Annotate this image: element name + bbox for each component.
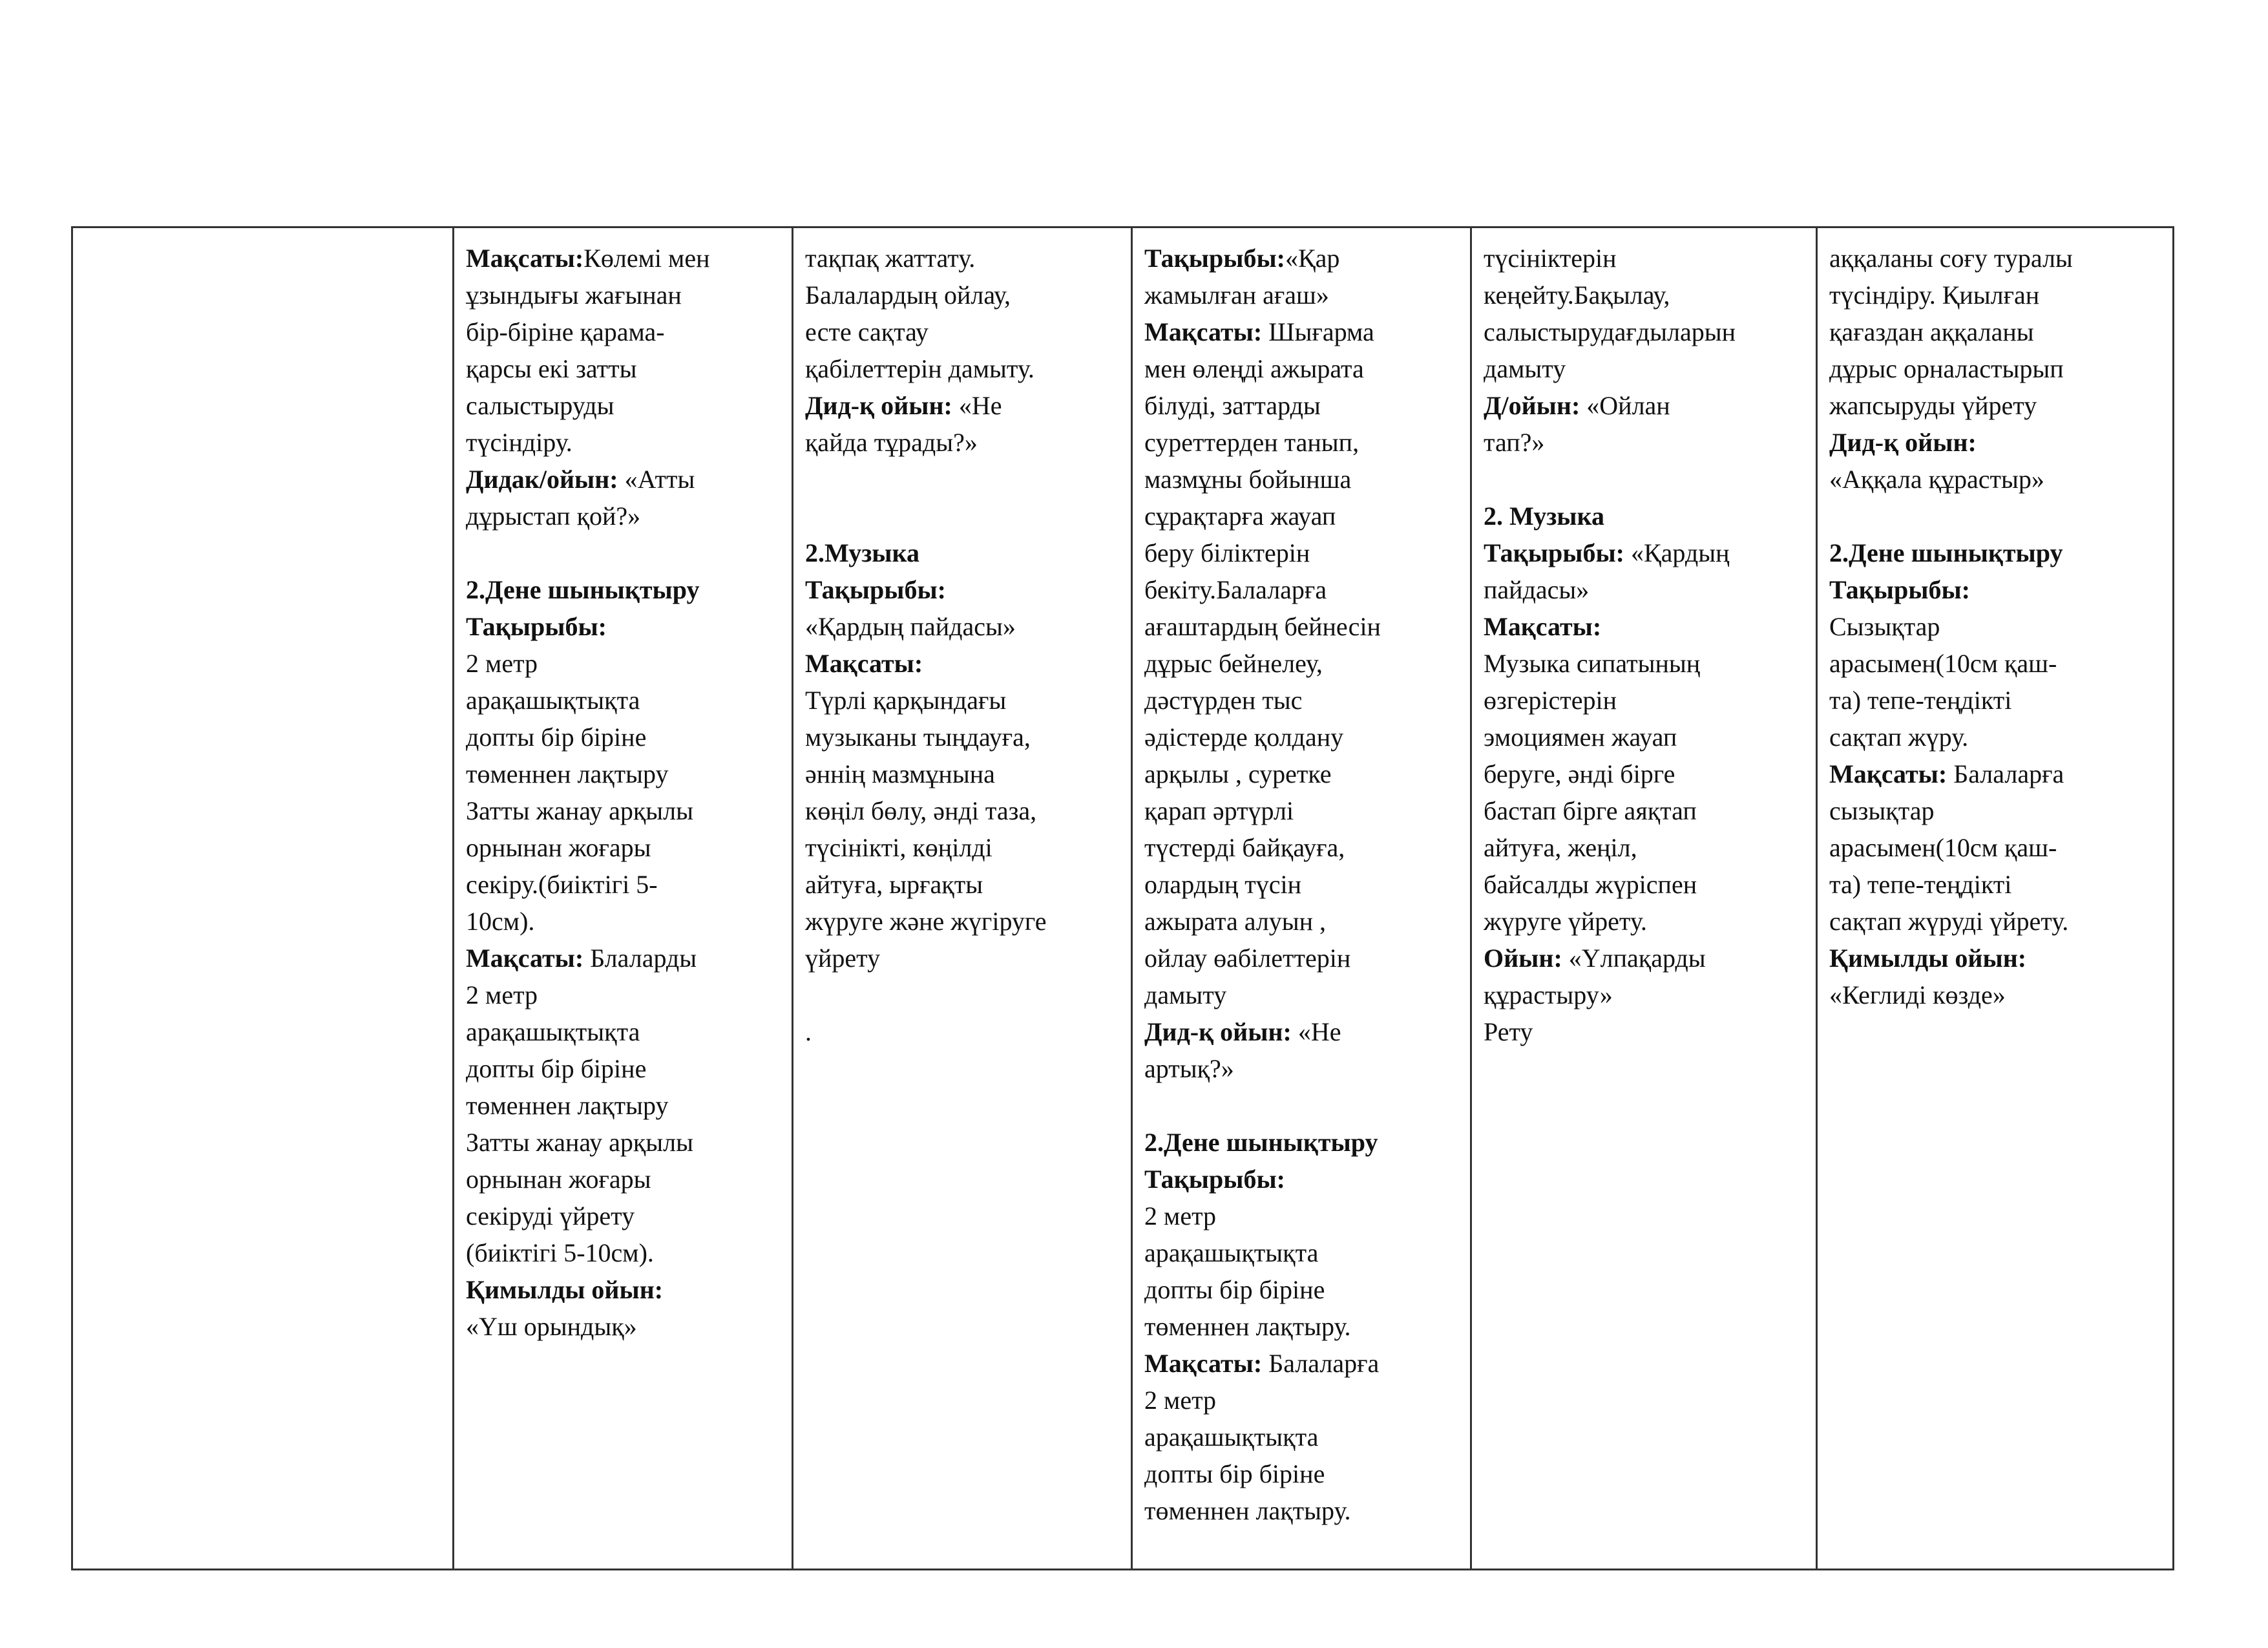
cell-line (1144, 1419, 1461, 1455)
bold-label: Тақырыбы: (466, 612, 607, 641)
cell-line (466, 1308, 782, 1345)
cell-line (1144, 1271, 1461, 1308)
line-text: түстерді байқауға, (1144, 833, 1345, 862)
line-text: қайда тұрады?» (805, 428, 978, 457)
line-text: «Үш орындық» (466, 1312, 637, 1341)
cell-line (1829, 755, 2167, 792)
cell-line (1144, 1013, 1461, 1050)
cell-line (1829, 977, 2167, 1013)
line-text: әдістерде қолдану (1144, 723, 1344, 752)
cell-line (805, 977, 1122, 1013)
cell-line (1484, 534, 1807, 571)
cell-line (1144, 534, 1461, 571)
cell-line (1829, 829, 2167, 866)
line-text: орнынан жоғары (466, 833, 651, 862)
line-text: «Аққала құрастыр» (1829, 465, 2044, 494)
line-text: дәстүрден тыс (1144, 686, 1303, 715)
line-text: білуді, заттарды (1144, 391, 1321, 420)
line-text: төменнен лақтыру. (1144, 1312, 1351, 1341)
bold-label: Дид-қ ойын: (1829, 428, 1977, 457)
line-text: дамыту (1484, 354, 1566, 383)
line-text: байсалды жүріспен (1484, 870, 1697, 899)
cell-line (1144, 313, 1461, 350)
cell-line (805, 313, 1122, 350)
cell-line (1484, 903, 1807, 940)
bold-label: Тақырыбы: (1144, 244, 1285, 273)
bold-label: 2.Дене шынықтыру (1829, 538, 2063, 567)
line-text: түсіндіру. (466, 428, 572, 457)
bold-label: 2.Дене шынықтыру (466, 575, 700, 604)
line-text: «Үлпақарды (1562, 944, 1706, 973)
line-text: 10см). (466, 907, 535, 936)
cell-line (1484, 866, 1807, 903)
line-text: көңіл бөлу, әнді таза, (805, 796, 1037, 825)
cell-line (1829, 940, 2167, 977)
line-text: ұзындығы жағынан (466, 280, 682, 310)
cell-line (1829, 240, 2167, 277)
cell-line (1144, 792, 1461, 829)
cell-line (1484, 719, 1807, 755)
line-text: ойлау өабілеттерін (1144, 944, 1351, 973)
cell-line (466, 534, 782, 571)
cell-line (1144, 571, 1461, 608)
line-text: төменнен лақтыру. (1144, 1496, 1351, 1525)
bold-label: Дидак/ойын: (466, 465, 618, 494)
line-text: «Кеглиді көзде» (1829, 980, 2006, 1009)
line-text: жапсыруды үйрету (1829, 391, 2037, 420)
cell-line (1144, 1087, 1461, 1124)
cell-line (466, 829, 782, 866)
cell-line (805, 866, 1122, 903)
table-cell-col-5 (1472, 228, 1818, 1569)
cell-line (1144, 719, 1461, 755)
line-text: бекіту.Балаларға (1144, 575, 1327, 604)
cell-line (1144, 1382, 1461, 1419)
cell-line (805, 240, 1122, 277)
cell-line (1144, 498, 1461, 534)
bold-label: Мақсаты: (1144, 317, 1263, 346)
cell-line (1829, 682, 2167, 719)
bold-label: Тақырыбы: (1829, 575, 1970, 604)
cell-line (466, 424, 782, 461)
cell-line (1484, 940, 1807, 977)
bold-label: Мақсаты: (805, 649, 923, 678)
schedule-table (71, 226, 2174, 1570)
cell-line (466, 940, 782, 977)
cell-line (805, 1013, 1122, 1050)
cell-line (805, 792, 1122, 829)
cell-line (1484, 387, 1807, 424)
cell-line (1484, 424, 1807, 461)
line-text: допты бір біріне (1144, 1459, 1325, 1488)
line-text: дамыту (1144, 980, 1227, 1009)
cell-line (1829, 903, 2167, 940)
bold-label: Мақсаты: (466, 244, 584, 273)
line-text: қарап әртүрлі (1144, 796, 1294, 825)
line-text: салыстыруды (466, 391, 614, 420)
line-text: «Атты (618, 465, 695, 494)
bold-label: 2.Музыка (805, 538, 919, 567)
bold-label: Мақсаты: (1829, 759, 1948, 788)
cell-line (805, 498, 1122, 534)
line-text: қарсы екі затты (466, 354, 637, 383)
cell-line (1144, 608, 1461, 645)
line-text: пайдасы» (1484, 575, 1590, 604)
cell-line (466, 755, 782, 792)
cell-line (1484, 277, 1807, 313)
cell-line (805, 277, 1122, 313)
cell-line (1829, 866, 2167, 903)
cell-line (1829, 498, 2167, 534)
bold-label: Мақсаты: (1484, 612, 1602, 641)
cell-line (1829, 277, 2167, 313)
cell-line (805, 608, 1122, 645)
line-text: сызықтар (1829, 796, 1935, 825)
line-text: Балаларға (1262, 1349, 1380, 1378)
bold-label: Қимылды ойын: (466, 1275, 664, 1304)
line-text: «Не (952, 391, 1002, 420)
table-cell-col-1 (73, 228, 454, 1569)
cell-line (466, 1198, 782, 1234)
cell-line (805, 424, 1122, 461)
cell-line (466, 350, 782, 387)
line-text: төменнен лақтыру (466, 759, 669, 788)
cell-line (1144, 829, 1461, 866)
line-text: арқылы , суретке (1144, 759, 1332, 788)
cell-line (1144, 350, 1461, 387)
line-text: беру біліктерін (1144, 538, 1310, 567)
line-text: Түрлі қарқындағы (805, 686, 1007, 715)
line-text: есте сақтау (805, 317, 929, 346)
cell-line (1144, 1455, 1461, 1492)
line-text: құрастыру» (1484, 980, 1613, 1009)
cell-line (1484, 313, 1807, 350)
cell-line (805, 903, 1122, 940)
line-text: (биіктігі 5-10см). (466, 1238, 654, 1267)
cell-line (466, 1013, 782, 1050)
cell-line (466, 461, 782, 498)
cell-line (805, 829, 1122, 866)
bold-label: Мақсаты: (1144, 1349, 1263, 1378)
cell-line (466, 608, 782, 645)
line-text: Сызықтар (1829, 612, 1940, 641)
cell-line (1484, 682, 1807, 719)
line-text: 2 метр (1144, 1201, 1217, 1231)
line-text: дұрыстап қой?» (466, 502, 641, 531)
cell-line (1144, 940, 1461, 977)
cell-line (805, 755, 1122, 792)
line-text: «Қардың пайдасы» (805, 612, 1016, 641)
line-text: айтуға, жеңіл, (1484, 833, 1637, 862)
line-text: түсіндіру. Қиылған (1829, 280, 2040, 310)
cell-line (1144, 1050, 1461, 1087)
line-text: 2 метр (1144, 1386, 1217, 1415)
line-text: 2 метр (466, 980, 538, 1009)
bold-label: Тақырыбы: (1144, 1165, 1285, 1194)
line-text: 2 метр (466, 649, 538, 678)
cell-line (1484, 608, 1807, 645)
cell-line (1484, 977, 1807, 1013)
cell-line (1144, 387, 1461, 424)
cell-line (466, 1271, 782, 1308)
line-text: допты бір біріне (466, 723, 647, 752)
line-text: орнынан жоғары (466, 1165, 651, 1194)
line-text: Затты жанау арқылы (466, 1128, 694, 1157)
cell-line (805, 719, 1122, 755)
cell-line (466, 571, 782, 608)
line-text: арасымен(10см қаш- (1829, 833, 2057, 862)
line-text: музыканы тыңдауға, (805, 723, 1031, 752)
line-text: жамылған ағаш» (1144, 280, 1329, 310)
line-text: «Не (1291, 1017, 1341, 1046)
line-text: ағаштардың бейнесін (1144, 612, 1381, 641)
line-text: жүруге және жүгіруге (805, 907, 1047, 936)
cell-line (805, 534, 1122, 571)
cell-line (466, 1161, 782, 1198)
table-cell-col-3 (793, 228, 1133, 1569)
cell-line (1144, 461, 1461, 498)
table-cell-col-6 (1818, 228, 2176, 1569)
line-text: дұрыс орналастырып (1829, 354, 2064, 383)
line-text: Шығарма (1262, 317, 1374, 346)
cell-line (1144, 1124, 1461, 1161)
line-text: Блаларды (583, 944, 697, 973)
cell-line (1484, 350, 1807, 387)
line-text: сақтап жүру. (1829, 723, 1969, 752)
cell-line (1484, 1013, 1807, 1050)
line-text: олардың түсін (1144, 870, 1302, 899)
cell-line (1829, 387, 2167, 424)
cell-line (1829, 608, 2167, 645)
bold-label: Дид-қ ойын: (1144, 1017, 1292, 1046)
cell-line (1144, 866, 1461, 903)
line-text: кеңейту.Бақылау, (1484, 280, 1670, 310)
line-text: артық?» (1144, 1054, 1234, 1083)
cell-line (1484, 645, 1807, 682)
line-text: аққаланы соғу туралы (1829, 244, 2073, 273)
line-text: айтуға, ырғақты (805, 870, 983, 899)
cell-line (466, 792, 782, 829)
cell-line (1144, 240, 1461, 277)
cell-line (805, 682, 1122, 719)
line-text: Затты жанау арқылы (466, 796, 694, 825)
cell-line (805, 940, 1122, 977)
cell-line (1484, 571, 1807, 608)
line-text: дұрыс бейнелеу, (1144, 649, 1323, 678)
line-text: үйрету (805, 944, 881, 973)
cell-line (1144, 277, 1461, 313)
cell-line (466, 277, 782, 313)
bold-label: Мақсаты: (466, 944, 584, 973)
cell-line (1829, 792, 2167, 829)
cell-line (1829, 313, 2167, 350)
cell-line (466, 240, 782, 277)
cell-line (1484, 792, 1807, 829)
cell-line (1829, 350, 2167, 387)
line-text: қағаздан аққаланы (1829, 317, 2034, 346)
cell-line (1829, 461, 2167, 498)
line-text: «Қардың (1624, 538, 1730, 567)
cell-line (466, 313, 782, 350)
line-text: та) тепе-теңдікті (1829, 686, 2012, 715)
line-text: қабілеттерін дамыту. (805, 354, 1034, 383)
cell-line (466, 903, 782, 940)
line-text: «Ойлан (1580, 391, 1670, 420)
cell-line (1144, 1308, 1461, 1345)
cell-line (466, 1050, 782, 1087)
line-text: бастап бірге аяқтап (1484, 796, 1697, 825)
line-text: секіру.(биіктігі 5- (466, 870, 658, 899)
line-text: мен өлеңді ажырата (1144, 354, 1364, 383)
line-text: Балаларға (1947, 759, 2064, 788)
line-text: бір-біріне қарама- (466, 317, 665, 346)
line-text: салыстырудағдыларын (1484, 317, 1736, 346)
bold-label: 2. Музыка (1484, 502, 1604, 531)
line-text: түсініктерін (1484, 244, 1617, 273)
cell-line (1144, 755, 1461, 792)
line-text: сақтап жүруді үйрету. (1829, 907, 2069, 936)
line-text: допты бір біріне (1144, 1275, 1325, 1304)
cell-line (1144, 682, 1461, 719)
line-text: Көлемі мен (583, 244, 710, 273)
cell-line (1144, 424, 1461, 461)
line-text: тақпақ жаттату. (805, 244, 976, 273)
cell-line (1484, 461, 1807, 498)
cell-line (805, 350, 1122, 387)
line-text: арақашықтықта (466, 1017, 640, 1046)
bold-label: Д/ойын: (1484, 391, 1580, 420)
bold-label: Дид-қ ойын: (805, 391, 952, 420)
cell-line (466, 682, 782, 719)
cell-line (805, 571, 1122, 608)
cell-line (1144, 903, 1461, 940)
cell-line (1484, 755, 1807, 792)
cell-line (466, 1124, 782, 1161)
line-text: өзгерістерін (1484, 686, 1617, 715)
line-text: допты бір біріне (466, 1054, 647, 1083)
line-text: тап?» (1484, 428, 1545, 457)
cell-line (466, 866, 782, 903)
line-text: Балалардың ойлау, (805, 280, 1011, 310)
cell-line (1829, 571, 2167, 608)
bold-label: Тақырыбы: (1484, 538, 1624, 567)
cell-line (1829, 645, 2167, 682)
line-text: арасымен(10см қаш- (1829, 649, 2057, 678)
cell-line (805, 461, 1122, 498)
cell-line (1484, 498, 1807, 534)
cell-line (1144, 1345, 1461, 1382)
bold-label: Тақырыбы: (805, 575, 946, 604)
line-text: Рету (1484, 1017, 1533, 1046)
line-text: арақашықтықта (1144, 1238, 1319, 1267)
line-text: эмоциямен жауап (1484, 723, 1677, 752)
cell-line (466, 498, 782, 534)
cell-line (466, 387, 782, 424)
line-text: жүруге үйрету. (1484, 907, 1647, 936)
line-text: «Қар (1285, 244, 1340, 273)
line-text: Музыка сипатының (1484, 649, 1701, 678)
cell-line (1144, 1198, 1461, 1234)
cell-line (1829, 719, 2167, 755)
line-text: төменнен лақтыру (466, 1091, 669, 1120)
bold-label: Ойын: (1484, 944, 1562, 973)
line-text: секіруді үйрету (466, 1201, 635, 1231)
cell-line (1484, 829, 1807, 866)
cell-line (466, 977, 782, 1013)
line-text: суреттерден танып, (1144, 428, 1360, 457)
cell-line (1829, 424, 2167, 461)
cell-line (1144, 1492, 1461, 1529)
line-text: та) тепе-теңдікті (1829, 870, 2012, 899)
cell-line (466, 1234, 782, 1271)
bold-label: Қимылды ойын: (1829, 944, 2027, 973)
cell-line (1144, 977, 1461, 1013)
table-cell-col-4 (1133, 228, 1472, 1569)
cell-line (466, 645, 782, 682)
cell-line (1484, 240, 1807, 277)
line-text: арақашықтықта (1144, 1422, 1319, 1452)
cell-line (805, 387, 1122, 424)
line-text: . (805, 1017, 812, 1046)
line-text: мазмұны бойынша (1144, 465, 1352, 494)
line-text: ажырата алуын , (1144, 907, 1327, 936)
cell-line (1144, 1161, 1461, 1198)
table-cell-col-2 (454, 228, 793, 1569)
cell-line (1829, 534, 2167, 571)
cell-line (805, 645, 1122, 682)
line-text: түсінікті, көңілді (805, 833, 992, 862)
cell-line (1144, 1234, 1461, 1271)
line-text: әннің мазмұнына (805, 759, 995, 788)
line-text: беруге, әнді бірге (1484, 759, 1675, 788)
bold-label: 2.Дене шынықтыру (1144, 1128, 1378, 1157)
cell-line (1144, 645, 1461, 682)
cell-line (466, 1087, 782, 1124)
line-text: сұрақтарға жауап (1144, 502, 1336, 531)
cell-line (466, 719, 782, 755)
line-text: арақашықтықта (466, 686, 640, 715)
